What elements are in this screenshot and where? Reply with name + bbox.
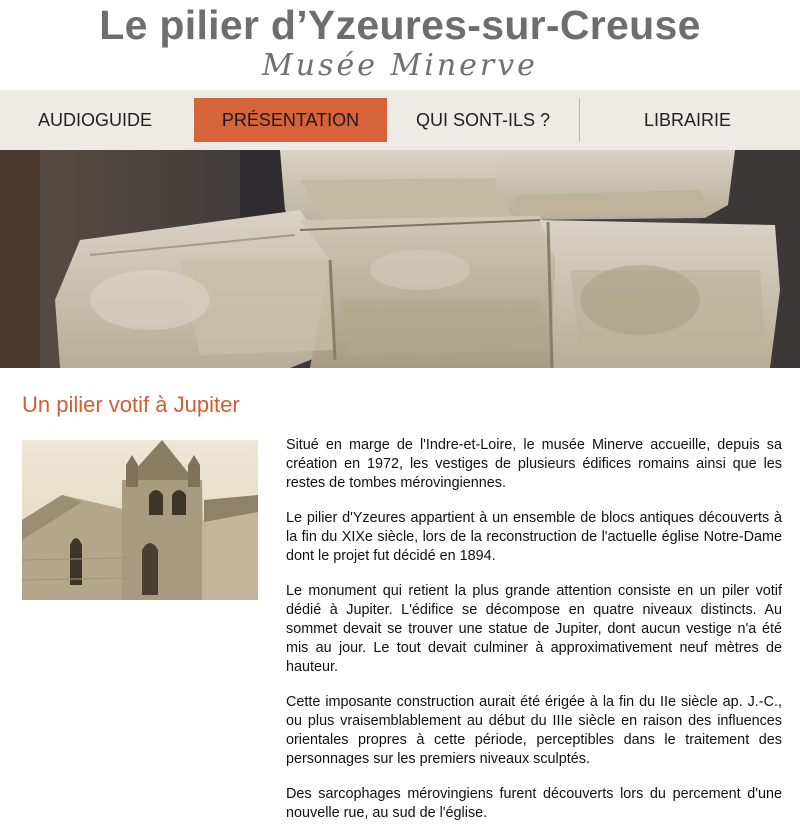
article-paragraph: Le monument qui retient la plus grande attention consiste en un piler votif dédié à Jupiter. L'édifice se décompose en quatre niveaux distincts. Au sommet devait se trouver une statue de Jupiter, dont aucun vestige n'a été mis au jour. Le tout devait culminer à approximativement neuf mètres de hauteur. <box>286 583 782 675</box>
site-subtitle: Musée Minerve <box>262 48 538 83</box>
article-paragraph: Cette imposante construction aurait été érigée à la fin du IIe siècle ap. J.-C., ou plus vraisemblablement au début du IIIe siècle en raison des influences orientales propres à cette période, perceptibles dans le traitement des personnages sur les premiers niveaux sculptés. <box>286 694 782 767</box>
main-nav <box>0 90 800 150</box>
article-text <box>286 436 782 839</box>
page-title: Un pilier votif à Jupiter <box>22 392 240 417</box>
article-paragraph: Le pilier d'Yzeures appartient à un ensemble de blocs antiques découverts à la fin du XIXe siècle, lors de la reconstruction de l'actuelle église Notre-Dame dont le projet fut décidé en 1894. <box>286 510 782 564</box>
nav-item-qui-sont-ils[interactable]: QUI SONT-ILS ? <box>415 109 551 130</box>
church-photo <box>22 440 258 600</box>
nav-item-librairie[interactable]: LIBRAIRIE <box>643 109 732 130</box>
article-paragraph: Situé en marge de l'Indre-et-Loire, le musée Minerve accueille, depuis sa création en 1972, les vestiges de plusieurs édifices romains ainsi que les restes de tombes mérovingiennes. <box>286 437 782 491</box>
nav-item-audioguide[interactable]: AUDIOGUIDE <box>37 109 152 130</box>
article-paragraph: Des sarcophages mérovingiens furent découverts lors du percement d'une nouvelle rue, au sud de l'église. <box>286 786 782 821</box>
site-title[interactable]: Le pilier d’Yzeures-sur-Creuse <box>99 2 701 48</box>
nav-item-presentation[interactable]: PRÉSENTATION <box>194 98 387 142</box>
site-header <box>0 0 800 90</box>
main-content <box>0 368 800 821</box>
hero-image-stone-blocks <box>0 150 800 368</box>
